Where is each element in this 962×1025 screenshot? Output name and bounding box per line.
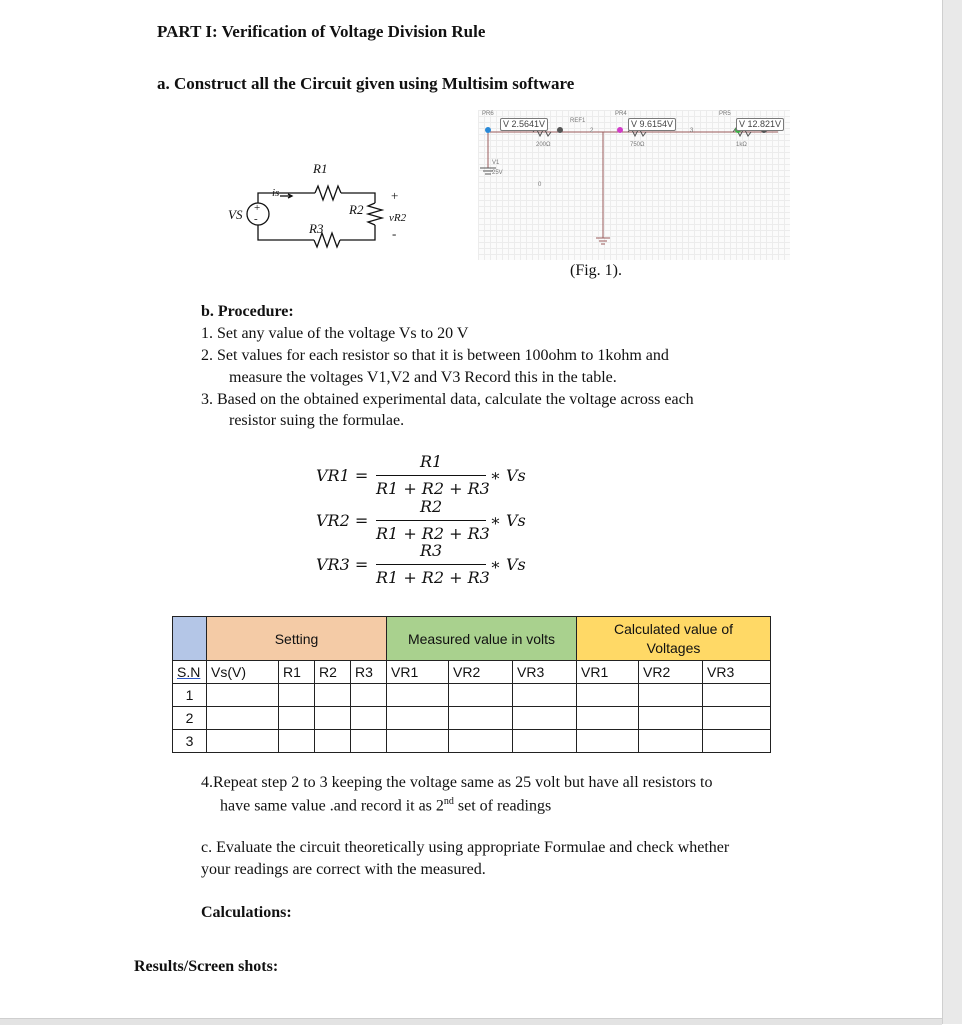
- source-minus: -: [254, 213, 258, 225]
- header-calculated-line2: Voltages: [646, 639, 701, 656]
- node-2: 2: [590, 128, 594, 134]
- calculations-heading: Calculations:: [201, 904, 292, 921]
- col-calc-vr1: VR1: [577, 661, 639, 684]
- procedure-step-3: 3. Based on the obtained experimental data, calculate the voltage across each: [201, 391, 694, 408]
- procedure-step-2-cont: measure the voltages V1,V2 and V3 Record this in the table.: [229, 369, 617, 386]
- table-cell[interactable]: [315, 707, 351, 730]
- probe-voltage-2: V 9.6154V: [628, 118, 676, 131]
- col-sn: S.N: [173, 661, 207, 684]
- procedure-step-3-cont: resistor suing the formulae.: [229, 412, 405, 429]
- procedure-heading: b. Procedure:: [201, 303, 294, 320]
- table-cell[interactable]: [351, 707, 387, 730]
- is-label: is: [272, 187, 280, 199]
- readings-table: [172, 616, 771, 753]
- header-blank: [173, 617, 207, 661]
- section-c-cont: your readings are correct with the measured.: [201, 861, 486, 878]
- col-vs: Vs(V): [207, 661, 279, 684]
- r3-label: R3: [309, 221, 324, 236]
- r1-label: R1: [313, 161, 328, 176]
- table-cell[interactable]: [315, 684, 351, 707]
- header-calculated-line1: Calculated value of: [613, 620, 734, 637]
- table-cell[interactable]: [577, 707, 639, 730]
- part-title: PART I: Verification of Voltage Division Rule: [157, 22, 486, 41]
- pr4-label: PR4: [615, 111, 627, 117]
- r2-label: R2: [349, 202, 364, 217]
- table-cell[interactable]: [703, 684, 771, 707]
- col-r3: R3: [351, 661, 387, 684]
- table-cell[interactable]: [387, 684, 449, 707]
- table-cell[interactable]: [577, 684, 639, 707]
- probe-voltage-1: V 2.5641V: [500, 118, 548, 131]
- table-cell[interactable]: [513, 707, 577, 730]
- vr2-label: vR2: [389, 212, 407, 224]
- table-cell[interactable]: [639, 707, 703, 730]
- step-4-cont: have same value .and record it as 2nd set of readings: [220, 796, 552, 815]
- row-number: 2: [173, 707, 207, 730]
- table-group-header: [173, 617, 771, 661]
- table-row: [173, 707, 771, 730]
- table-cell[interactable]: [207, 707, 279, 730]
- header-setting: Setting: [207, 617, 387, 661]
- source-value: 25V: [492, 170, 503, 176]
- vr2-minus: -: [392, 226, 397, 241]
- table-cell[interactable]: [279, 707, 315, 730]
- header-calculated: [577, 617, 771, 661]
- table-cell[interactable]: [279, 684, 315, 707]
- multisim-screenshot: [478, 110, 790, 260]
- table-cell[interactable]: [513, 730, 577, 753]
- pr6-label: PR6: [482, 111, 494, 117]
- procedure-step-1: 1. Set any value of the voltage Vs to 20 V: [201, 325, 469, 342]
- col-measured-vr1: VR1: [387, 661, 449, 684]
- source-name: V1: [492, 160, 500, 166]
- table-row: [173, 730, 771, 753]
- node-3: 3: [690, 128, 694, 134]
- table-cell[interactable]: [315, 730, 351, 753]
- table-cell[interactable]: [207, 684, 279, 707]
- section-c: c. Evaluate the circuit theoretically using appropriate Formulae and check whether: [201, 839, 730, 856]
- header-measured: Measured value in volts: [387, 617, 577, 661]
- col-r1: R1: [279, 661, 315, 684]
- table-cell[interactable]: [207, 730, 279, 753]
- ref-label: REF1: [570, 118, 586, 124]
- table-cell[interactable]: [639, 730, 703, 753]
- table-cell[interactable]: [703, 707, 771, 730]
- section-a-heading: a. Construct all the Circuit given using Multisim software: [157, 74, 575, 93]
- source-plus: +: [254, 202, 261, 214]
- col-measured-vr2: VR2: [449, 661, 513, 684]
- table-cell[interactable]: [449, 684, 513, 707]
- col-calc-vr3: VR3: [703, 661, 771, 684]
- col-measured-vr3: VR3: [513, 661, 577, 684]
- table-cell[interactable]: [387, 730, 449, 753]
- resistor-a-value: 200Ω: [536, 142, 551, 148]
- table-cell[interactable]: [703, 730, 771, 753]
- table-cell[interactable]: [639, 684, 703, 707]
- row-number: 3: [173, 730, 207, 753]
- table-cell[interactable]: [387, 707, 449, 730]
- table-cell[interactable]: [449, 707, 513, 730]
- results-heading: Results/Screen shots:: [134, 958, 279, 975]
- figure-caption: (Fig. 1).: [570, 262, 622, 279]
- procedure-step-2: 2. Set values for each resistor so that it is between 100ohm to 1kohm and: [201, 347, 669, 364]
- resistor-b-value: 750Ω: [630, 142, 645, 148]
- table-cell[interactable]: [279, 730, 315, 753]
- table-row: [173, 684, 771, 707]
- vr2-plus: +: [391, 188, 399, 203]
- table-cell[interactable]: [449, 730, 513, 753]
- node-0: 0: [538, 182, 542, 188]
- col-r2: R2: [315, 661, 351, 684]
- resistor-c-value: 1kΩ: [736, 142, 747, 148]
- table-cell[interactable]: [577, 730, 639, 753]
- pr5-label: PR5: [719, 111, 731, 117]
- table-cell[interactable]: [351, 730, 387, 753]
- table-column-header: [173, 661, 771, 684]
- step-4: 4.Repeat step 2 to 3 keeping the voltage same as 25 volt but have all resistors to: [201, 774, 713, 791]
- col-calc-vr2: VR2: [639, 661, 703, 684]
- row-number: 1: [173, 684, 207, 707]
- table-cell[interactable]: [351, 684, 387, 707]
- vs-label: VS: [228, 207, 243, 222]
- probe-voltage-3: V 12.821V: [736, 118, 784, 131]
- table-cell[interactable]: [513, 684, 577, 707]
- page-edge: [942, 0, 962, 1024]
